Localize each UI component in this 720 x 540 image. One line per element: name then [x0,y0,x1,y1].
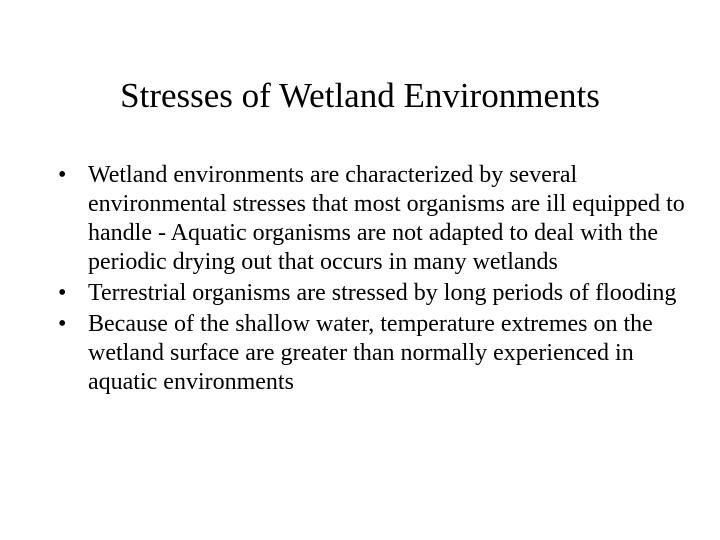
bullet-item [58,279,698,308]
bullet-list [58,161,698,399]
bullet-text: Wetland environments are characterized by several environmental stresses that most organisms are ill equipped to handle - Aquatic organisms are not adapted to deal with the periodic drying out that occurs in many wetlands [88,162,685,275]
bullet-text: Because of the shallow water, temperature extremes on the wetland surface are greater than normally experienced in aquatic environments [88,311,653,395]
bullet-icon: • [58,162,67,188]
bullet-item [58,161,698,277]
bullet-text: Terrestrial organisms are stressed by long periods of flooding [88,280,677,306]
bullet-icon: • [58,280,67,306]
bullet-icon: • [58,311,67,337]
slide-title: Stresses of Wetland Environments [120,76,600,115]
bullet-item [58,310,698,397]
